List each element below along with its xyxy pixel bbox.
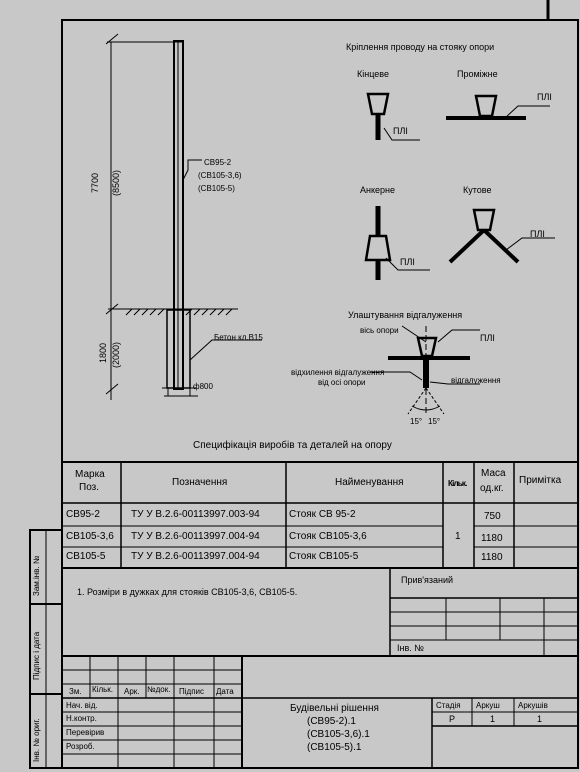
branch-label: відгалуження	[451, 376, 501, 385]
row3-name: Стояк СВ105-5	[289, 551, 359, 562]
variant-corner: Кутове	[463, 185, 492, 195]
pole-label-2: (СВ105-3,6)	[198, 171, 242, 180]
binding-title: Прив'язаний	[401, 575, 454, 585]
row1-mark: СВ95-2	[66, 509, 100, 520]
stamp-sheets-value: 1	[537, 714, 543, 724]
wire-label-intermediate: ПЛІ	[537, 92, 552, 102]
stamp-role-nkontr: Н.контр.	[66, 714, 97, 723]
th-mass-2: од.кг.	[480, 483, 504, 494]
spec-title: Специфікація виробів та деталей на опору	[193, 440, 392, 451]
th-name: Найменування	[335, 477, 404, 488]
stamp-col-doc: №док.	[147, 685, 171, 694]
pole-label-1: СВ95-2	[204, 158, 232, 167]
variant-anchor: Анкерне	[360, 185, 395, 195]
stamp-sheets-label: Аркушів	[518, 701, 548, 710]
row2-name: Стояк СВ105-3,6	[289, 531, 367, 542]
dim-bottom-main: 1800	[98, 342, 108, 363]
stamp-col-sheet: Арк.	[124, 687, 140, 696]
th-mass-1: Маса	[481, 468, 506, 479]
row3-mass: 1180	[481, 552, 503, 563]
angle-right: 15°	[428, 417, 441, 426]
th-qty: Кільк.	[448, 479, 467, 488]
binding-inv: Інв. №	[397, 643, 424, 653]
stamp-stage-value: Р	[449, 714, 456, 724]
deviation-line2: від осі опори	[318, 378, 366, 387]
variant-intermediate: Проміжне	[457, 69, 498, 79]
wire-label-branch: ПЛІ	[480, 333, 495, 343]
stamp-col-qty: Кільк.	[92, 685, 113, 694]
row3-mark: СВ105-5	[66, 551, 106, 562]
stamp-title-2: (СВ95-2).1	[307, 716, 356, 727]
stamp-col-date: Дата	[216, 687, 234, 696]
stamp-sheet-value: 1	[490, 714, 496, 724]
qty-merged: 1	[455, 531, 461, 542]
dim-top-main: 7700	[90, 172, 100, 193]
stamp-title-3: (СВ105-3,6).1	[307, 729, 370, 740]
pole-label-3: (СВ105-5)	[198, 184, 235, 193]
stamp-role-head: Нач. від.	[66, 701, 98, 710]
dim-top-alt: (8500)	[111, 169, 121, 196]
angle-left: 15°	[410, 417, 423, 426]
stamp-title-1: Будівельні рішення	[290, 703, 379, 714]
diameter-label: ф800	[193, 382, 213, 391]
row2-mark: СВ105-3,6	[66, 531, 114, 542]
stamp-sheet-label: Аркуш	[476, 701, 500, 710]
th-note: Примітка	[519, 475, 562, 486]
concrete-label: Бетон кл.В15	[214, 333, 263, 342]
th-designation: Позначення	[172, 477, 228, 488]
branch-title: Улаштування відгалуження	[348, 310, 463, 320]
note-text: 1. Розміри в дужках для стояків СВ105-3,6, СВ105-5.	[77, 587, 298, 597]
row1-name: Стояк СВ 95-2	[289, 509, 356, 520]
strip-zam: Зам.інв. №	[32, 555, 41, 596]
row2-designation: ТУ У В.2.6-00113997.004-94	[131, 531, 260, 542]
stamp-role-developed: Розроб.	[66, 742, 95, 751]
wire-label-corner: ПЛІ	[530, 229, 545, 239]
variant-end: Кінцеве	[357, 69, 389, 79]
strip-sign-date: Підпис і дата	[32, 631, 41, 680]
th-mark-1: Марка	[75, 469, 105, 480]
strip-inv-orig: Інв. № ориг.	[32, 718, 41, 762]
deviation-line1: відхилення відгалуження	[291, 368, 385, 377]
row1-designation: ТУ У В.2.6-00113997.003-94	[131, 509, 260, 520]
stamp-stage-label: Стадія	[436, 701, 461, 710]
row3-designation: ТУ У В.2.6-00113997.004-94	[131, 551, 260, 562]
stamp-col-sign: Підпис	[179, 687, 204, 696]
dim-bottom-alt: (2000)	[111, 341, 121, 368]
wire-label-end: ПЛІ	[393, 126, 408, 136]
row2-mass: 1180	[481, 533, 503, 544]
th-mark-2: Поз.	[79, 482, 99, 493]
pole-drawing	[62, 20, 262, 400]
stamp-role-checked: Перевірив	[66, 728, 105, 737]
stamp-col-zm: Зм.	[69, 687, 82, 696]
fastening-title: Кріплення проводу на стояку опори	[346, 42, 495, 52]
stamp-title-4: (СВ105-5).1	[307, 742, 362, 753]
wire-label-anchor: ПЛІ	[400, 257, 415, 267]
pole-axis-label: вісь опори	[360, 326, 399, 335]
row1-mass: 750	[484, 511, 501, 522]
